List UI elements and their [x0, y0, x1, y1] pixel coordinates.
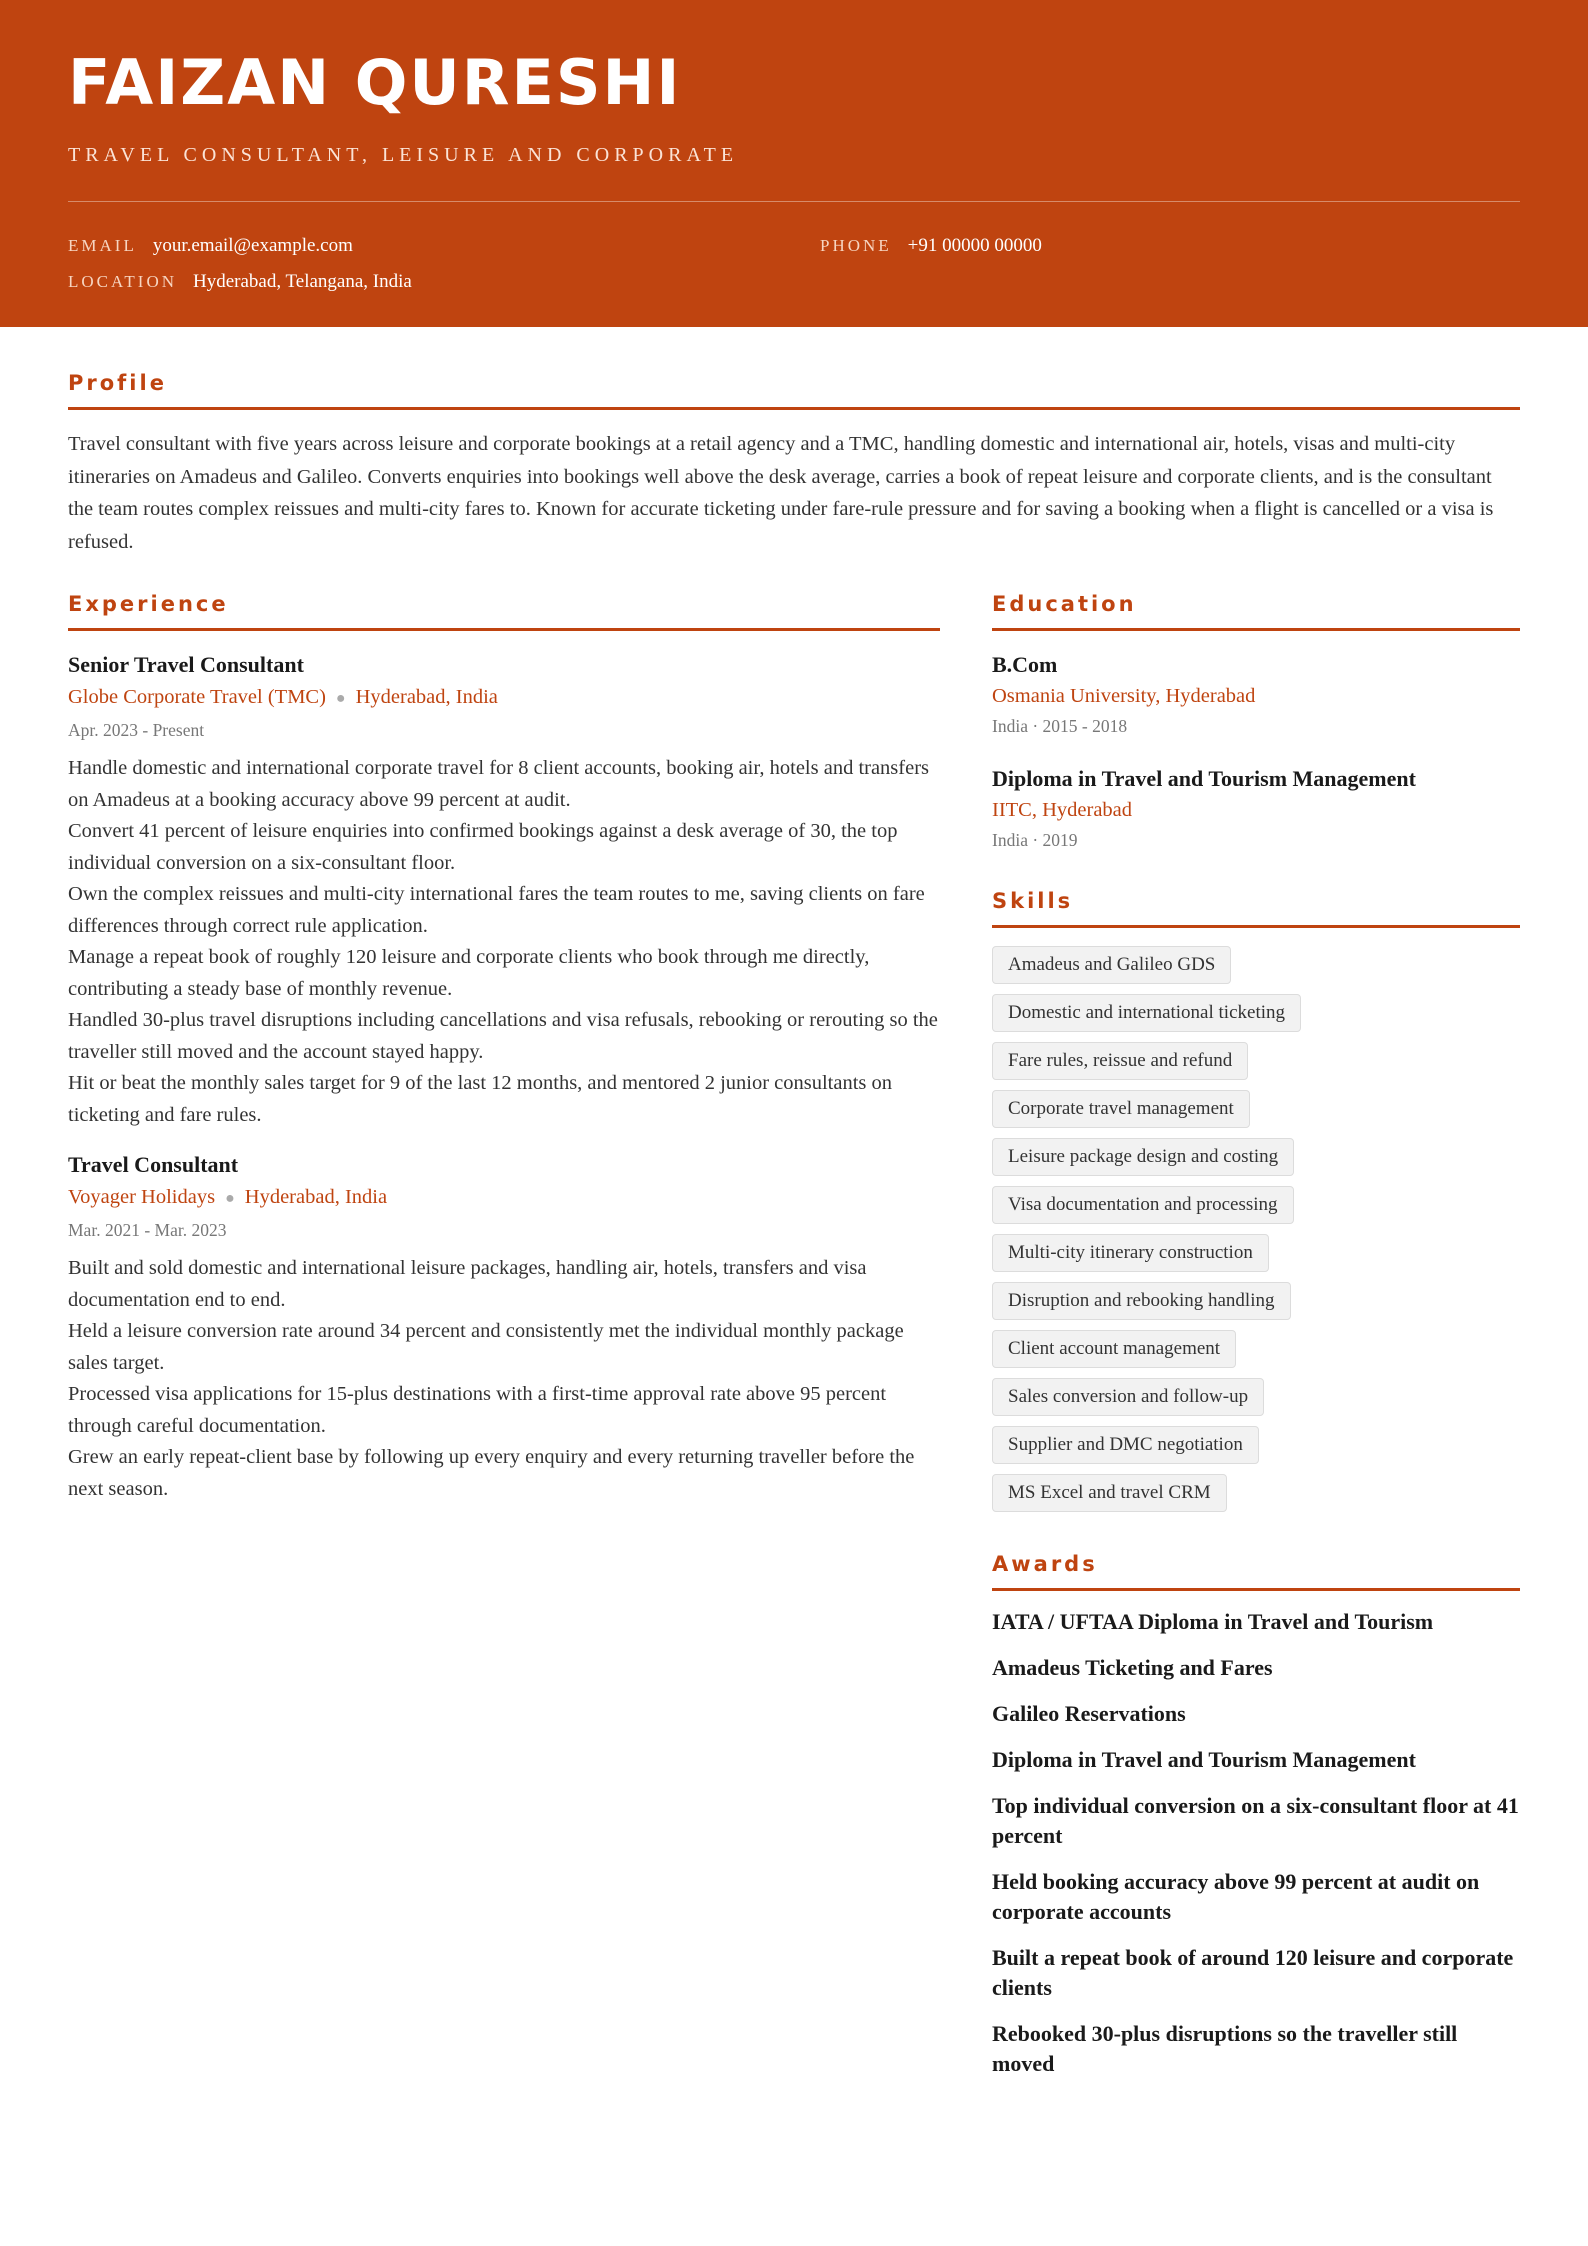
skill-chip: Corporate travel management [992, 1090, 1250, 1128]
email-label: EMAIL [68, 236, 137, 255]
job-bullet: Manage a repeat book of roughly 120 leisure and corporate clients who book through me directly, contributing a steady base of monthly revenue. [68, 946, 870, 1000]
profile-text: Travel consultant with five years across leisure and corporate bookings at a retail agency and a TMC, handling domestic and international air, hotels, visas and multi-city itineraries on Amadeus and Galileo. Converts enquiries into bookings well above the desk average, carries a book of repeat leisure and corporate clients, and is the consultant the team routes complex reissues and multi-city fares to. Known for accurate ticketing under fare-rule pressure and for saving a booking when a flight is cancelled or a visa is refused. [68, 433, 1494, 553]
skill-chip: Domestic and international ticketing [992, 994, 1301, 1032]
job-meta [68, 681, 940, 715]
award-item: IATA / UFTAA Diploma in Travel and Tourism [992, 1609, 1434, 1634]
skill-chip: Sales conversion and follow-up [992, 1378, 1264, 1416]
skill-chip: Visa documentation and processing [992, 1186, 1294, 1224]
job-bullet: Handle domestic and international corporate travel for 8 client accounts, booking air, hotels and transfers on Amadeus at a booking accuracy above 99 percent at audit. [68, 757, 930, 811]
award-item: Top individual conversion on a six-consultant floor at 41 percent [992, 1793, 1519, 1848]
education-degree: B.Com [992, 652, 1058, 677]
experience-heading: Experience [68, 592, 940, 631]
job-bullet: Built and sold domestic and international leisure packages, handling air, hotels, transfers and visa documentation end to end. [68, 1257, 867, 1311]
profile-section [68, 327, 1520, 558]
header-divider [68, 201, 1520, 202]
award-item: Built a repeat book of around 120 leisure and corporate clients [992, 1945, 1514, 2000]
job-bullet: Convert 41 percent of leisure enquiries into confirmed bookings against a desk average of 30, the top individual conversion on a six-consultant floor. [68, 820, 898, 874]
job-bullets [68, 1253, 940, 1505]
education-item [992, 763, 1520, 855]
awards-heading: Awards [992, 1552, 1520, 1591]
education-institution: Osmania University, Hyderabad [992, 685, 1256, 707]
contact-row-email [68, 228, 1520, 264]
experience-section [68, 592, 940, 1505]
skills-heading: Skills [992, 889, 1520, 928]
skill-chip: Fare rules, reissue and refund [992, 1042, 1248, 1080]
job-title: Travel Consultant [68, 1152, 239, 1177]
skill-chip: Client account management [992, 1330, 1236, 1368]
skill-chip: Multi-city itinerary construction [992, 1234, 1269, 1272]
education-degree: Diploma in Travel and Tourism Management [992, 766, 1416, 791]
job-bullet: Handled 30-plus travel disruptions including cancellations and visa refusals, rebooking or rerouting so the traveller still moved and the account stayed happy. [68, 1009, 938, 1063]
contact-row-location [68, 264, 1520, 300]
resume-header [0, 0, 1588, 327]
education-item [992, 649, 1520, 741]
job-bullet: Processed visa applications for 15-plus destinations with a first-time approval rate above 95 percent through careful documentation. [68, 1383, 887, 1437]
job-bullets [68, 753, 940, 1131]
skill-chip: Amadeus and Galileo GDS [992, 946, 1231, 984]
resume-body [0, 327, 1588, 2076]
job-title: Senior Travel Consultant [68, 652, 304, 677]
education-meta: India · 2019 [992, 830, 1078, 850]
awards-section [992, 1552, 1520, 2079]
award-item: Amadeus Ticketing and Fares [992, 1655, 1273, 1680]
separator-dot: ● [225, 1190, 235, 1207]
job-location: Hyderabad, India [244, 1186, 388, 1208]
candidate-title: TRAVEL CONSULTANT, LEISURE AND CORPORATE [68, 144, 739, 166]
job-entry [68, 1149, 940, 1505]
job-bullet: Hit or beat the monthly sales target for 9 of the last 12 months, and mentored 2 junior consultants on ticketing and fare rules. [68, 1072, 893, 1126]
location-value: Hyderabad, Telangana, India [193, 271, 412, 292]
education-meta: India · 2015 - 2018 [992, 716, 1128, 736]
contact-block [68, 228, 1520, 300]
skill-chip: MS Excel and travel CRM [992, 1474, 1227, 1512]
profile-heading: Profile [68, 371, 1520, 410]
sidebar-column [992, 592, 1520, 2079]
award-item: Galileo Reservations [992, 1701, 1186, 1726]
skill-chip: Leisure package design and costing [992, 1138, 1294, 1176]
skill-chip: Disruption and rebooking handling [992, 1282, 1291, 1320]
education-institution: IITC, Hyderabad [992, 799, 1133, 821]
phone-value[interactable]: +91 00000 00000 [907, 235, 1042, 256]
job-bullet: Held a leisure conversion rate around 34 percent and consistently met the individual monthly package sales target. [68, 1320, 904, 1374]
education-section [992, 592, 1520, 855]
skills-section [992, 889, 1520, 1512]
job-company: Voyager Holidays [68, 1186, 216, 1208]
phone-label: PHONE [820, 236, 892, 255]
job-location: Hyderabad, India [355, 686, 498, 708]
candidate-name: FAIZAN QURESHI [68, 46, 682, 119]
education-heading: Education [992, 592, 1520, 631]
skill-chip: Supplier and DMC negotiation [992, 1426, 1259, 1464]
award-item: Rebooked 30-plus disruptions so the traveller still moved [992, 2021, 1458, 2076]
job-bullet: Own the complex reissues and multi-city international fares the team routes to me, saving clients on fare differences through correct rule application. [68, 883, 925, 937]
job-company: Globe Corporate Travel (TMC) [68, 686, 326, 708]
separator-dot: ● [335, 690, 346, 707]
job-dates: Apr. 2023 - Present [68, 720, 205, 740]
phone-contact [820, 228, 1042, 264]
skills-list [992, 946, 1520, 1512]
job-meta [68, 1181, 940, 1215]
award-item: Held booking accuracy above 99 percent at audit on corporate accounts [992, 1869, 1480, 1924]
job-dates: Mar. 2021 - Mar. 2023 [68, 1220, 227, 1240]
job-entry [68, 649, 940, 1131]
email-value[interactable]: your.email@example.com [152, 235, 353, 256]
location-label: LOCATION [68, 272, 177, 291]
job-bullet: Grew an early repeat-client base by following up every enquiry and every returning traveller before the next season. [68, 1446, 915, 1500]
award-item: Diploma in Travel and Tourism Management [992, 1747, 1416, 1772]
